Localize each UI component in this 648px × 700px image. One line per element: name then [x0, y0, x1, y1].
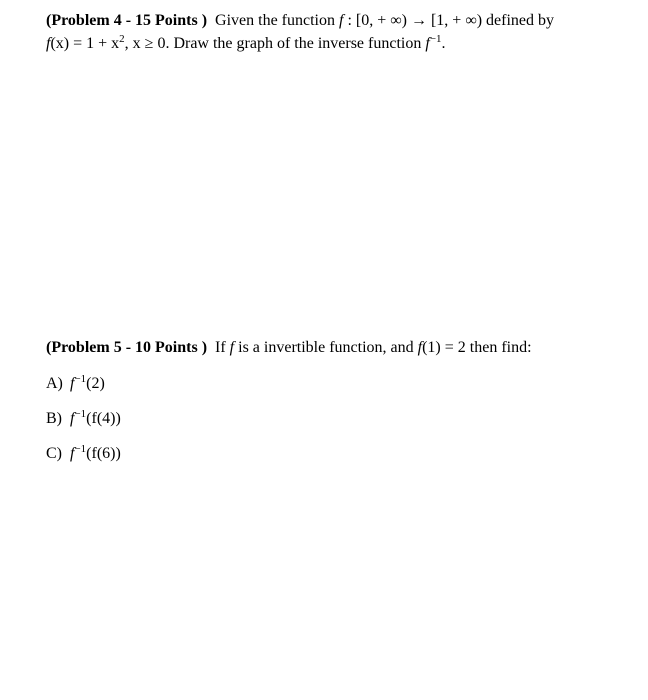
f-symbol-1: f [229, 339, 235, 356]
option-argument: (2) [86, 375, 105, 392]
problem-5-text-a: If [215, 339, 226, 356]
option-label: C) [46, 445, 62, 462]
square-exponent: 2 [119, 33, 125, 45]
domain-codomain: : [0, + ∞) → [1, + ∞) defined by [343, 12, 555, 29]
option-argument: (f(6)) [86, 445, 121, 462]
option-argument: (f(4)) [86, 410, 121, 427]
problem-4 [46, 9, 626, 55]
problem-5-text-c: (1) = 2 then find: [422, 339, 532, 356]
option-exponent: −1 [74, 373, 87, 385]
option-c [46, 443, 121, 465]
problem-4-intro: Given the function [215, 12, 335, 29]
condition-text: , x ≥ 0. Draw the graph of the inverse function [124, 35, 422, 52]
function-symbol: f [338, 12, 344, 29]
option-f: f [70, 410, 75, 427]
option-a [46, 373, 105, 395]
end-period: . [441, 35, 446, 52]
option-b [46, 408, 121, 430]
f-symbol-2: f [417, 339, 423, 356]
inverse-f: f [425, 35, 430, 52]
problem-4-heading: (Problem 4 - 15 Points ) [46, 12, 208, 29]
option-exponent: −1 [74, 443, 87, 455]
option-f: f [70, 375, 75, 392]
option-exponent: −1 [74, 408, 87, 420]
definition-expression: (x) = 1 + x [50, 35, 120, 52]
problem-5-heading: (Problem 5 - 10 Points ) [46, 339, 208, 356]
definition-f: f [46, 35, 51, 52]
option-label: A) [46, 375, 63, 392]
option-f: f [70, 445, 75, 462]
option-label: B) [46, 410, 62, 427]
inverse-exponent: −1 [429, 33, 442, 45]
problem-5 [46, 336, 626, 359]
problem-5-text-b: is a invertible function, and [238, 339, 414, 356]
